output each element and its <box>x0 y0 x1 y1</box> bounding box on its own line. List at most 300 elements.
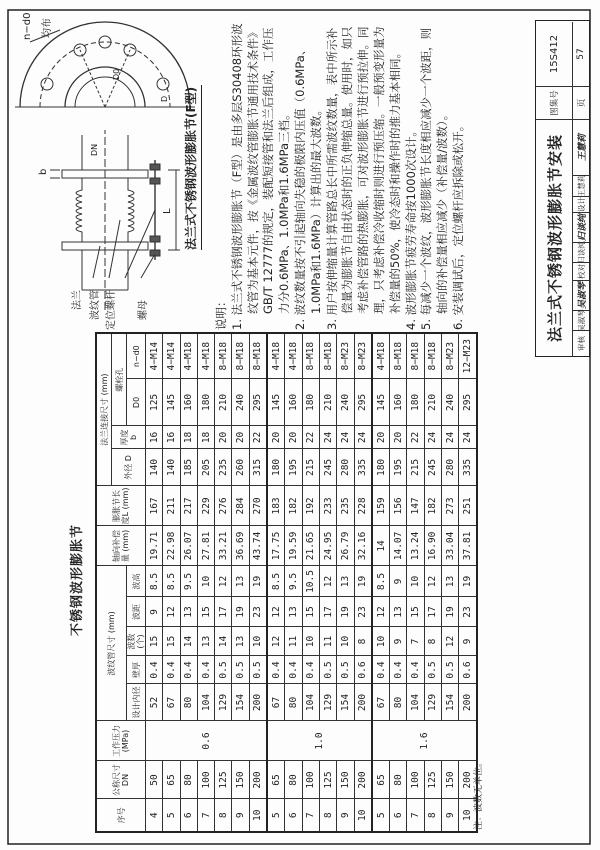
table-cell: 215 <box>407 449 424 486</box>
header-wall: 壁厚 <box>127 656 146 684</box>
table-cell: 251 <box>459 486 477 526</box>
table-cell: 65 <box>267 761 285 799</box>
table-cell: 0.6 <box>459 656 477 684</box>
table-cell: 20 <box>215 426 232 449</box>
table-cell: 7 <box>302 799 319 832</box>
table-cell: 10 <box>249 799 267 832</box>
table-cell: 0.4 <box>285 656 302 684</box>
table-cell: 12 <box>442 627 459 656</box>
table-cell: 9 <box>146 597 163 627</box>
table-cell: 52 <box>146 684 163 721</box>
atlas-number: 15S412 <box>536 22 573 86</box>
header-seq: 序号 <box>96 799 146 832</box>
table-cell: 15 <box>302 597 319 627</box>
label-thickness: b <box>38 168 49 175</box>
table-cell: 67 <box>267 684 285 721</box>
table-cell: 8−M18 <box>424 333 441 379</box>
table-cell: 11 <box>319 627 336 656</box>
table-cell: 0.5 <box>232 656 249 684</box>
table-cell: 14.07 <box>390 526 407 566</box>
table-cell: 245 <box>424 449 441 486</box>
table-cell: 5 <box>163 799 180 832</box>
table-cell: 150 <box>337 761 354 799</box>
table-cell: 140 <box>146 449 163 486</box>
table-cell: 10 <box>354 799 372 832</box>
table-cell: 19 <box>337 597 354 627</box>
header-height: 波高 <box>127 566 146 597</box>
table-cell: 5 <box>267 799 285 832</box>
table-row <box>267 333 285 832</box>
table-cell: 13.24 <box>407 526 424 566</box>
header-dn: 公称尺寸 DN <box>96 761 146 799</box>
page-number: 57 <box>576 48 586 60</box>
notes-heading: 说明： <box>214 295 228 330</box>
table-cell: 8−M18 <box>407 333 424 379</box>
table-cell: 24 <box>459 426 477 449</box>
note-item: 4. 波形膨胀节疲劳寿命按1000次设计。 <box>403 125 418 330</box>
pressure-cell: 1.6 <box>372 721 477 761</box>
table-cell: 23 <box>459 597 477 627</box>
table-cell: 4−M18 <box>285 333 302 379</box>
table-cell: 67 <box>163 684 180 721</box>
table-cell: 9.5 <box>180 566 197 597</box>
table-cell: 195 <box>285 449 302 486</box>
table-cell: 19 <box>232 597 249 627</box>
table-title: 不锈钢波形膨胀节 <box>70 524 85 637</box>
table-cell: 335 <box>354 449 372 486</box>
header-waves: 波数 (个) <box>127 627 146 656</box>
table-cell: 129 <box>424 684 441 721</box>
table-cell: 167 <box>146 486 163 526</box>
header-axial: 轴向补偿量 (mm) <box>96 526 146 566</box>
table-cell: 0.4 <box>407 656 424 684</box>
table-cell: 8−M23 <box>442 333 459 379</box>
table-cell: 0.4 <box>302 656 319 684</box>
table-cell: 129 <box>319 684 336 721</box>
table-cell: 23 <box>354 597 372 627</box>
table-cell: 24 <box>319 426 336 449</box>
table-cell: 4−M18 <box>372 333 390 379</box>
table-cell: 9.5 <box>285 566 302 597</box>
table-cell: 4−M18 <box>180 333 197 379</box>
table-cell: 17 <box>424 597 441 627</box>
table-cell: 12 <box>267 627 285 656</box>
table-cell: 200 <box>249 684 267 721</box>
table-cell: 8 <box>319 799 336 832</box>
label-bellows: 波纹管 <box>90 290 101 320</box>
table-cell: 65 <box>163 761 180 799</box>
table-cell: 182 <box>285 486 302 526</box>
page-label: 页 <box>573 86 589 119</box>
table-cell: 9 <box>337 799 354 832</box>
label-d: D <box>160 95 169 102</box>
table-cell: 125 <box>424 761 441 799</box>
table-cell: 80 <box>285 684 302 721</box>
table-cell: 8 <box>354 627 372 656</box>
table-cell: 7 <box>407 799 424 832</box>
table-cell: 10 <box>459 799 477 832</box>
table-cell: 335 <box>459 449 477 486</box>
table-cell: 80 <box>390 761 407 799</box>
table-cell: 33.04 <box>442 526 459 566</box>
table-cell: 140 <box>163 449 180 486</box>
table-cell: 10 <box>302 627 319 656</box>
table-cell: 210 <box>424 379 441 426</box>
table-cell: 200 <box>354 761 372 799</box>
table-cell: 0.4 <box>180 656 197 684</box>
table-cell: 14 <box>372 526 390 566</box>
table-cell: 14 <box>215 627 232 656</box>
table-cell: 13 <box>337 566 354 597</box>
table-cell: 210 <box>319 379 336 426</box>
table-cell: 17.75 <box>267 526 285 566</box>
table-cell: 145 <box>163 379 180 426</box>
table-cell: 192 <box>302 486 319 526</box>
table-cell: 0.5 <box>215 656 232 684</box>
table-cell: 15 <box>146 627 163 656</box>
table-cell: 5 <box>372 799 390 832</box>
table-cell: 20 <box>372 426 390 449</box>
table-cell: 200 <box>249 761 267 799</box>
table-cell: 24 <box>354 426 372 449</box>
table-cell: 180 <box>197 379 214 426</box>
table-cell: 260 <box>232 449 249 486</box>
table-cell: 19.71 <box>146 526 163 566</box>
table-cell: 100 <box>407 761 424 799</box>
table-cell: 200 <box>354 684 372 721</box>
table-cell: 156 <box>390 486 407 526</box>
table-cell: 104 <box>197 684 214 721</box>
table-cell: 276 <box>215 486 232 526</box>
table-cell: 154 <box>232 684 249 721</box>
table-cell: 0.5 <box>442 656 459 684</box>
table-cell: 8−M18 <box>232 333 249 379</box>
label-flange: 法兰 <box>72 290 83 310</box>
table-cell: 182 <box>424 486 441 526</box>
label-d0: D0 <box>112 68 121 80</box>
table-cell: 80 <box>285 761 302 799</box>
table-cell: 7 <box>197 799 214 832</box>
checker-name: 归谈纯 <box>573 242 589 262</box>
table-cell: 10 <box>407 566 424 597</box>
table-cell: 4−M18 <box>197 333 214 379</box>
table-cell: 20 <box>285 426 302 449</box>
header-inner-dia: 设计内径 <box>127 684 146 721</box>
table-cell: 125 <box>319 761 336 799</box>
table-cell: 150 <box>442 761 459 799</box>
table-cell: 24 <box>442 426 459 449</box>
spec-table <box>95 332 478 833</box>
table-cell: 36.69 <box>232 526 249 566</box>
table-cell: 15 <box>197 597 214 627</box>
table-cell: 9 <box>442 799 459 832</box>
table-cell: 129 <box>215 684 232 721</box>
review-label: 审核 <box>573 330 589 356</box>
note-item: 1. 法兰式不锈钢波形膨胀节（F型）是由多层S30408环形波纹管为基本元件，按《金属波纹管膨胀节通用技术条件》GB/T 12777的规定，装配短接管和法兰后组成，工作压力分0.6MPa、1.0MPa和1.6MPa三档。 <box>229 23 292 330</box>
table-cell: 37.81 <box>459 526 477 566</box>
label-length: L <box>162 208 173 214</box>
header-d0: D0 <box>127 379 146 426</box>
table-cell: 14 <box>180 627 197 656</box>
table-cell: 100 <box>197 761 214 799</box>
table-cell: 13 <box>390 597 407 627</box>
table-cell: 43.74 <box>249 526 267 566</box>
table-cell: 0.4 <box>146 656 163 684</box>
table-cell: 180 <box>302 379 319 426</box>
reviewer-name: 吴淑琴 <box>573 310 589 330</box>
table-cell: 211 <box>163 486 180 526</box>
table-cell: 17 <box>319 597 336 627</box>
header-pressure: 工作压力 (MPa) <box>96 721 146 761</box>
check-label: 校对 <box>573 262 589 280</box>
table-cell: 19 <box>459 566 477 597</box>
table-cell: 15 <box>163 627 180 656</box>
table-cell: 6 <box>285 799 302 832</box>
table-cell: 245 <box>319 449 336 486</box>
table-cell: 24.95 <box>319 526 336 566</box>
table-cell: 205 <box>197 449 214 486</box>
table-cell: 80 <box>180 684 197 721</box>
table-cell: 17 <box>215 597 232 627</box>
table-cell: 104 <box>407 684 424 721</box>
table-cell: 0.5 <box>319 656 336 684</box>
table-cell: 22 <box>302 426 319 449</box>
table-cell: 195 <box>390 449 407 486</box>
table-cell: 180 <box>407 379 424 426</box>
table-cell: 8−M18 <box>390 333 407 379</box>
header-flange-group: 法兰连接尺寸 (mm) <box>96 333 112 486</box>
header-length: 膨胀节长度L (mm) <box>96 486 146 526</box>
table-cell: 18 <box>197 426 214 449</box>
table-cell: 20 <box>232 426 249 449</box>
table-cell: 0.4 <box>372 656 390 684</box>
table-cell: 26.79 <box>337 526 354 566</box>
table-cell: 185 <box>180 449 197 486</box>
table-cell: 8−M18 <box>302 333 319 379</box>
header-bolt-group: 螺栓孔 <box>112 333 127 426</box>
table-cell: 295 <box>354 379 372 426</box>
table-cell: 16.90 <box>424 526 441 566</box>
table-cell: 7 <box>407 627 424 656</box>
sheet-title: 法兰式不锈钢波形膨胀节安装 <box>536 119 573 356</box>
table-cell: 0.5 <box>424 656 441 684</box>
table-cell: 9 <box>459 627 477 656</box>
table-cell: 4 <box>146 799 163 832</box>
table-cell: 159 <box>372 486 390 526</box>
note-item: 5. 每减少一个波纹，波形膨胀节长度相应减少一个波距，则轴向的补偿量相应减少（补偿量/波数）。 <box>419 27 450 330</box>
table-cell: 8 <box>424 799 441 832</box>
table-cell: 6 <box>180 799 197 832</box>
table-cell: 180 <box>267 449 285 486</box>
table-cell: 315 <box>249 449 267 486</box>
table-cell: 150 <box>232 761 249 799</box>
table-cell: 4−M18 <box>267 333 285 379</box>
table-cell: 9 <box>390 627 407 656</box>
label-holes: n−d0 <box>22 12 33 40</box>
table-cell: 8 <box>215 799 232 832</box>
table-cell: 154 <box>337 684 354 721</box>
header-pitch: 波距 <box>127 597 146 627</box>
designer-name: 王慧莉 <box>573 175 589 196</box>
drawing-title: 法兰式不锈钢波形膨胀节(F型) <box>182 85 202 250</box>
table-cell: 9 <box>232 799 249 832</box>
note-item: 2. 波纹数量按不引起轴向失稳的极限内压值（0.6MPa、1.0MPa和1.6MPa）计算出的最大波数。 <box>292 43 323 330</box>
table-cell: 10.5 <box>302 566 319 597</box>
table-cell: 13 <box>285 597 302 627</box>
table-cell: 0.4 <box>197 656 214 684</box>
table-cell: 240 <box>442 379 459 426</box>
table-cell: 10 <box>337 627 354 656</box>
bellows-side-view <box>50 130 180 310</box>
table-cell: 0.6 <box>354 656 372 684</box>
table-cell: 67 <box>372 684 390 721</box>
table-cell: 217 <box>180 486 197 526</box>
table-cell: 13 <box>232 627 249 656</box>
note-item: 3. 用户按伸缩量计算管路总长中所需波纹数量，表中所示补偿量为膨胀节自由状态时的正负伸缩总量。使用时，如只考虑补偿管路的热膨胀，可对波形膨胀节进行预拉伸。同理，只考虑补偿冷收缩时则进行预压缩。一般预变形量为补偿量的50%，使冷态时和操作时的推力基本相同。 <box>324 26 402 330</box>
table-cell: 240 <box>337 379 354 426</box>
table-cell: 8.5 <box>146 566 163 597</box>
table-cell: 154 <box>442 684 459 721</box>
table-cell: 9 <box>390 566 407 597</box>
header-outer-d: 外径 D <box>112 449 146 486</box>
table-cell: 280 <box>442 449 459 486</box>
table-cell: 27.81 <box>197 526 214 566</box>
table-cell: 80 <box>390 684 407 721</box>
table-cell: 22.98 <box>163 526 180 566</box>
table-cell: 10 <box>197 566 214 597</box>
table-cell: 12 <box>215 566 232 597</box>
table-cell: 284 <box>232 486 249 526</box>
table-cell: 125 <box>215 761 232 799</box>
table-cell: 0.4 <box>267 656 285 684</box>
table-cell: 0.5 <box>249 656 267 684</box>
table-cell: 32.16 <box>354 526 372 566</box>
table-cell: 160 <box>180 379 197 426</box>
table-cell: 235 <box>337 486 354 526</box>
table-cell: 10 <box>249 627 267 656</box>
table-cell: 33.21 <box>215 526 232 566</box>
table-cell: 12 <box>424 566 441 597</box>
table-cell: 8−M23 <box>354 333 372 379</box>
reviewer-signature: 吴淑琴 <box>573 280 589 310</box>
pressure-cell: 1.0 <box>267 721 372 761</box>
table-cell: 15 <box>407 597 424 627</box>
table-cell: 125 <box>146 379 163 426</box>
table-cell: 228 <box>354 486 372 526</box>
table-cell: 8.5 <box>372 566 390 597</box>
table-cell: 80 <box>180 761 197 799</box>
table-cell: 8.5 <box>163 566 180 597</box>
table-cell: 22 <box>407 426 424 449</box>
atlas-label: 图集号 <box>536 86 573 119</box>
table-cell: 22 <box>249 426 267 449</box>
table-cell: 50 <box>146 761 163 799</box>
table-cell: 19 <box>442 597 459 627</box>
table-cell: 23 <box>249 597 267 627</box>
table-cell: 65 <box>372 761 390 799</box>
table-cell: 0.5 <box>337 656 354 684</box>
table-cell: 8−M18 <box>249 333 267 379</box>
table-cell: 145 <box>372 379 390 426</box>
table-cell: 200 <box>459 761 477 799</box>
table-cell: 270 <box>249 486 267 526</box>
table-cell: 240 <box>232 379 249 426</box>
table-cell: 19 <box>354 566 372 597</box>
table-cell: 8 <box>424 627 441 656</box>
table-cell: 180 <box>372 449 390 486</box>
table-cell: 183 <box>267 486 285 526</box>
table-cell: 200 <box>459 684 477 721</box>
table-cell: 19.59 <box>285 526 302 566</box>
table-cell: 295 <box>459 379 477 426</box>
table-cell: 8−M18 <box>215 333 232 379</box>
table-cell: 8−M23 <box>337 333 354 379</box>
table-row <box>372 333 390 832</box>
table-cell: 160 <box>390 379 407 426</box>
table-cell: 20 <box>390 426 407 449</box>
table-cell: 295 <box>249 379 267 426</box>
table-cell: 10 <box>372 627 390 656</box>
notes <box>214 20 467 330</box>
note-item: 6. 安装调试后，定位螺杆应拆除或松开。 <box>450 119 465 330</box>
table-cell: 12 <box>163 597 180 627</box>
table-cell: 24 <box>337 426 354 449</box>
table-cell: 18 <box>180 426 197 449</box>
label-tie-rod: 定位螺杆 <box>106 290 117 330</box>
table-cell: 210 <box>215 379 232 426</box>
design-label: 设计 <box>573 196 589 212</box>
table-cell: 12 <box>372 597 390 627</box>
table-row <box>146 333 163 832</box>
table-cell: 21.65 <box>302 526 319 566</box>
table-cell: 4−M14 <box>163 333 180 379</box>
table-cell: 12 <box>319 566 336 597</box>
table-note: 注：波数无单位。 <box>474 757 484 830</box>
table-cell: 229 <box>197 486 214 526</box>
table-cell: 20 <box>267 426 285 449</box>
table-cell: 13 <box>442 566 459 597</box>
table-cell: 147 <box>407 486 424 526</box>
table-cell: 12−M23 <box>459 333 477 379</box>
table-cell: 0.4 <box>390 656 407 684</box>
table-cell: 273 <box>442 486 459 526</box>
label-dn: DN <box>90 143 99 156</box>
table-cell: 0.4 <box>163 656 180 684</box>
header-nd0: n−d0 <box>127 333 146 379</box>
table-cell: 215 <box>302 449 319 486</box>
label-nut: 螺母 <box>138 300 149 320</box>
table-cell: 145 <box>267 379 285 426</box>
table-cell: 16 <box>163 426 180 449</box>
label-even: 均布 <box>42 18 53 38</box>
table-cell: 104 <box>302 684 319 721</box>
table-cell: 19 <box>249 566 267 597</box>
pressure-cell: 0.6 <box>146 721 268 761</box>
table-cell: 13 <box>197 627 214 656</box>
table-cell: 280 <box>337 449 354 486</box>
table-cell: 235 <box>215 449 232 486</box>
table-cell: 16 <box>146 426 163 449</box>
table-cell: 160 <box>285 379 302 426</box>
table-cell: 6 <box>390 799 407 832</box>
table-cell: 4−M14 <box>146 333 163 379</box>
table-cell: 100 <box>302 761 319 799</box>
table-cell: 12 <box>267 597 285 627</box>
table-cell: 233 <box>319 486 336 526</box>
title-block <box>535 20 590 357</box>
designer-signature: 王慧莉 <box>573 119 589 175</box>
table-cell: 24 <box>424 426 441 449</box>
